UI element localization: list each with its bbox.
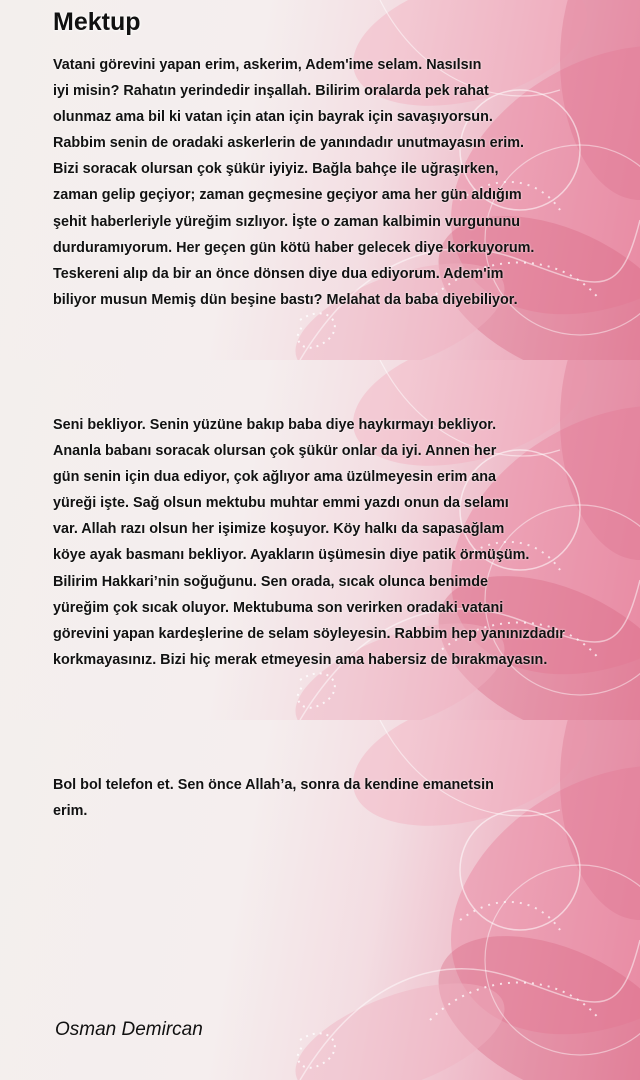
poem-stanza-3: Bol bol telefon et. Sen önce Allah’a, sonra da kendine emanetsin erim.	[53, 777, 494, 820]
poem-stanza-2: Seni bekliyor. Senin yüzüne bakıp baba diye haykırmayı bekliyor. Ananla babanı soracak olursan çok şükür onlar da iyi. Annen her gün senin için dua ediyor, çok ağlıyor ama üzülmeyesin erim ana yüreği işte. Sağ olsun mektubu muhtar emmi yazdı onun da selamı var. Allah razı olsun her işimize koşuyor. Köy halkı da sapasağlam köye ayak basmanı bekliyor. Ayakların üşümesin diye patik örmüşüm. Bilirim Hakkari’nin soğuğunu. Sen orada, sıcak olunca benimde yüreğim çok sıcak oluyor. Mektubuma son verirken oradaki vatani görevini yapan kardeşlerine de selam söyleyesin. Rabbim hep yanınızdadır korkmayasınız. Bizi hiç merak etmeyesin ama habersiz de bırakmayasın.	[53, 417, 565, 668]
poem-title: Mektup	[53, 8, 141, 36]
author-name: Osman Demircan	[55, 1019, 203, 1040]
poem-stanza-1: Vatani görevini yapan erim, askerim, Adem'ime selam. Nasılsın iyi misin? Rahatın yerindedir inşallah. Bilirim oralarda pek rahat olunmaz ama bil ki vatan için atan için bayrak için savaşıyorsun. Rabbim senin de oradaki askerlerin de yanındadır unutmayasın erim. Bizi soracak olursan çok şükür iyiyiz. Bağla bahçe ile uğraşırken, zaman gelip geçiyor; zaman geçmesine geçiyor ama her gün aldığım şehit haberleriyle yüreğim sızlıyor. İşte o zaman kalbimin vurgununu durduramıyorum. Her geçen gün kötü haber gelecek diye korkuyorum. Teskereni alıp da bir an önce dönsen diye dua ediyorum. Adem'im biliyor musun Memiş dün beşine bastı? Melahat da baba diyebiliyor.	[53, 57, 535, 308]
